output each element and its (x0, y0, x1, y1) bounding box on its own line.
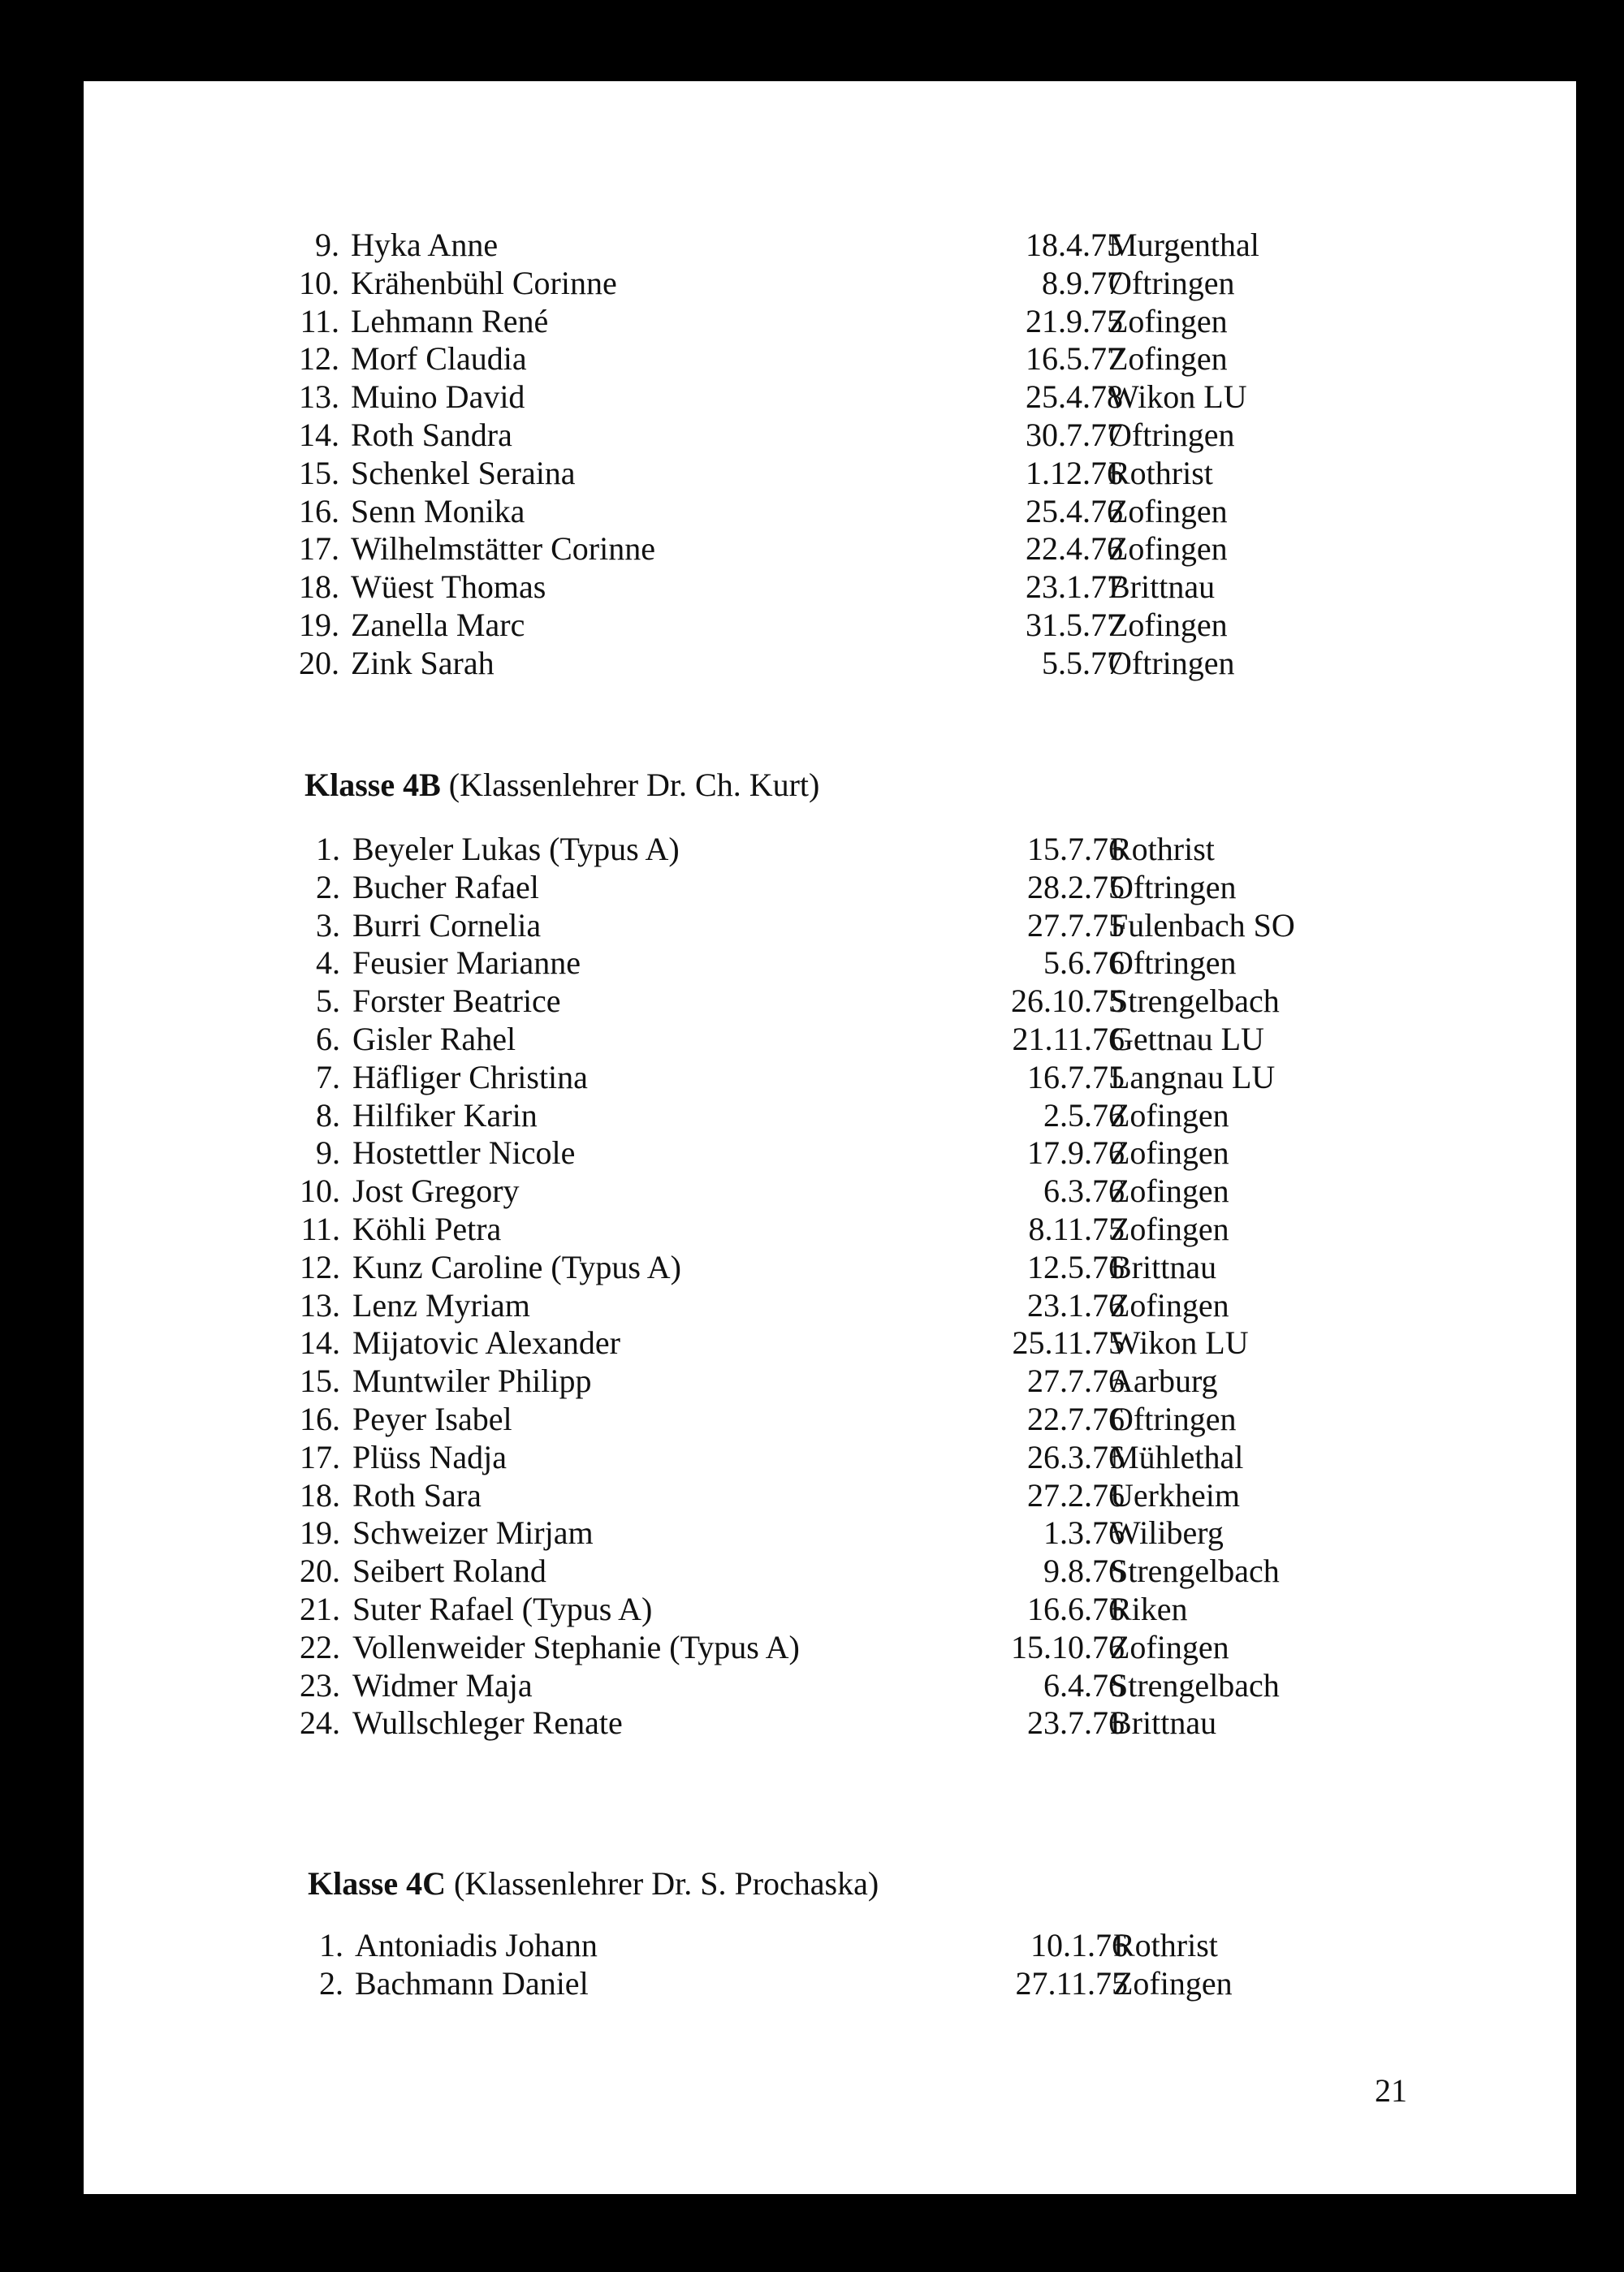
hometown: Oftringen (1108, 264, 1235, 301)
birth-date: 9.8.76 (1043, 1553, 1125, 1590)
table-row (84, 1096, 1576, 1134)
row-number: 22. (300, 1628, 340, 1665)
row-number: 2. (316, 868, 340, 905)
table-row (84, 1248, 1576, 1286)
hometown: Zofingen (1108, 606, 1228, 643)
student-name: Peyer Isabel (352, 1400, 512, 1437)
student-name: Hilfiker Karin (352, 1096, 538, 1134)
row-number: 3. (316, 906, 340, 944)
student-name: Hyka Anne (351, 227, 499, 263)
table-row (84, 1058, 1576, 1096)
hometown: Oftringen (1108, 644, 1235, 681)
table-row (84, 1210, 1576, 1248)
hometown: Langnau LU (1110, 1058, 1276, 1095)
student-name: Forster Beatrice (352, 983, 561, 1020)
page-number: 21 (1375, 2072, 1407, 2109)
row-number: 13. (299, 378, 339, 416)
birth-date: 6.3.76 (1043, 1173, 1125, 1210)
student-name: Lenz Myriam (352, 1286, 530, 1324)
row-number: 16. (299, 492, 339, 529)
student-name: Schweizer Mirjam (352, 1514, 594, 1552)
table-row (84, 1362, 1576, 1400)
birth-date: 5.5.77 (1042, 644, 1123, 681)
table-row (84, 1172, 1576, 1210)
hometown: Zofingen (1110, 1286, 1229, 1324)
birth-date: 23.7.76 (1027, 1704, 1125, 1742)
class-label: Klasse 4B (304, 767, 441, 803)
hometown: Wiliberg (1110, 1514, 1224, 1552)
table-row (84, 568, 1576, 606)
row-number: 10. (299, 264, 339, 301)
birth-date: 26.10.75 (1011, 983, 1125, 1020)
hometown: Oftringen (1110, 868, 1237, 905)
student-name: Gisler Rahel (352, 1020, 516, 1057)
hometown: Strengelbach (1110, 1553, 1280, 1590)
student-name: Häfliger Christina (352, 1058, 588, 1095)
table-row (84, 1628, 1576, 1666)
hometown: Strengelbach (1110, 1666, 1280, 1704)
row-number: 13. (300, 1286, 340, 1324)
hometown: Zofingen (1110, 1210, 1229, 1247)
student-name: Feusier Marianne (352, 944, 581, 982)
table-row (84, 1134, 1576, 1172)
table-row (84, 416, 1576, 454)
table-row (84, 1590, 1576, 1628)
row-number: 15. (299, 454, 339, 491)
row-number: 18. (300, 1476, 340, 1514)
birth-date: 12.5.76 (1027, 1248, 1125, 1285)
hometown: Gettnau LU (1110, 1020, 1264, 1057)
table-row (84, 454, 1576, 492)
student-name: Plüss Nadja (352, 1438, 507, 1475)
row-number: 21. (300, 1590, 340, 1627)
row-number: 12. (300, 1248, 340, 1285)
class-label: Klasse 4C (308, 1865, 446, 1902)
hometown: Zofingen (1110, 1628, 1229, 1665)
hometown: Strengelbach (1110, 983, 1280, 1020)
student-name: Muntwiler Philipp (352, 1363, 592, 1400)
table-row (84, 492, 1576, 530)
student-name: Wüest Thomas (351, 568, 546, 606)
student-name: Muino David (351, 378, 525, 416)
student-name: Schenkel Seraina (351, 454, 576, 491)
birth-date: 16.5.77 (1026, 340, 1123, 378)
student-name: Zink Sarah (351, 644, 495, 681)
student-name: Bachmann Daniel (355, 1964, 589, 2002)
birth-date: 1.3.76 (1043, 1514, 1125, 1552)
table-row (84, 1964, 1576, 2002)
birth-date: 22.4.76 (1026, 530, 1123, 568)
student-name: Krähenbühl Corinne (351, 264, 617, 301)
row-number: 11. (300, 302, 339, 339)
student-name: Bucher Rafael (352, 868, 539, 905)
table-row (84, 868, 1576, 906)
student-name: Senn Monika (351, 492, 525, 529)
row-number: 9. (315, 227, 339, 263)
row-number: 11. (300, 1210, 340, 1247)
hometown: Zofingen (1108, 492, 1228, 529)
table-row (84, 1438, 1576, 1476)
row-number: 14. (300, 1324, 340, 1362)
hometown: Brittnau (1108, 568, 1216, 606)
table-row (84, 644, 1576, 682)
hometown: Rothrist (1113, 1927, 1218, 1963)
birth-date: 28.2.75 (1027, 868, 1125, 905)
birth-date: 15.10.76 (1011, 1628, 1125, 1665)
table-row (84, 1286, 1576, 1324)
hometown: Murgenthal (1108, 227, 1259, 263)
student-name: Lehmann René (351, 302, 549, 339)
student-name: Köhli Petra (352, 1210, 502, 1247)
birth-date: 22.7.76 (1027, 1400, 1125, 1437)
table-row (84, 1552, 1576, 1590)
hometown: Mühlethal (1110, 1438, 1244, 1475)
student-name: Roth Sara (352, 1476, 482, 1514)
hometown: Rothrist (1108, 454, 1213, 491)
birth-date: 27.7.76 (1027, 1363, 1125, 1400)
student-name: Burri Cornelia (352, 906, 542, 944)
student-name: Mijatovic Alexander (352, 1324, 620, 1362)
student-name: Roth Sandra (351, 416, 512, 453)
class-heading-4b (304, 769, 819, 801)
table-row (84, 378, 1576, 416)
table-row (84, 302, 1576, 340)
birth-date: 26.3.76 (1027, 1438, 1125, 1475)
table-row (84, 906, 1576, 944)
row-number: 16. (300, 1400, 340, 1437)
hometown: Wikon LU (1108, 378, 1247, 416)
table-row (84, 264, 1576, 302)
class-heading-4c (308, 1865, 879, 1902)
birth-date: 8.11.75 (1028, 1210, 1125, 1247)
birth-date: 23.1.77 (1026, 568, 1123, 606)
student-name: Wullschleger Renate (352, 1704, 623, 1742)
hometown: Oftringen (1110, 1400, 1237, 1437)
hometown: Aarburg (1110, 1363, 1218, 1400)
row-number: 15. (300, 1363, 340, 1400)
row-number: 8. (316, 1096, 340, 1134)
table-row (84, 944, 1576, 982)
row-number: 17. (299, 530, 339, 568)
hometown: Riken (1110, 1590, 1188, 1627)
table-row (84, 830, 1576, 868)
birth-date: 2.5.76 (1043, 1096, 1125, 1134)
row-number: 12. (299, 340, 339, 378)
row-number: 17. (300, 1438, 340, 1475)
document-page (84, 81, 1576, 2194)
row-number: 10. (300, 1173, 340, 1210)
student-name: Seibert Roland (352, 1553, 546, 1590)
table-row (84, 1324, 1576, 1362)
hometown: Zofingen (1113, 1964, 1233, 2002)
birth-date: 6.4.76 (1043, 1666, 1125, 1704)
table-row (84, 1400, 1576, 1438)
student-name: Morf Claudia (351, 340, 527, 378)
row-number: 24. (300, 1704, 340, 1742)
row-number: 18. (299, 568, 339, 606)
table-row (84, 1476, 1576, 1514)
hometown: Zofingen (1110, 1096, 1229, 1134)
birth-date: 23.1.76 (1027, 1286, 1125, 1324)
birth-date: 17.9.76 (1027, 1134, 1125, 1172)
hometown: Brittnau (1110, 1248, 1217, 1285)
class-teacher: (Klassenlehrer Dr. Ch. Kurt) (440, 767, 820, 803)
hometown: Zofingen (1108, 530, 1228, 568)
hometown: Zofingen (1108, 302, 1228, 339)
student-list-continued (84, 226, 1576, 682)
row-number: 23. (300, 1666, 340, 1704)
table-row (84, 1926, 1576, 1964)
row-number: 19. (300, 1514, 340, 1552)
table-row (84, 529, 1576, 568)
row-number: 9. (316, 1134, 340, 1172)
hometown: Brittnau (1110, 1704, 1217, 1742)
hometown: Oftringen (1108, 416, 1235, 453)
birth-date: 16.7.75 (1027, 1058, 1125, 1095)
birth-date: 31.5.77 (1026, 606, 1123, 643)
birth-date: 10.1.76 (1030, 1927, 1128, 1963)
table-row (84, 1666, 1576, 1704)
row-number: 20. (299, 644, 339, 681)
row-number: 1. (319, 1927, 343, 1963)
hometown: Wikon LU (1110, 1324, 1249, 1362)
birth-date: 25.4.76 (1026, 492, 1123, 529)
student-name: Antoniadis Johann (355, 1927, 598, 1963)
table-row (84, 606, 1576, 644)
row-number: 7. (316, 1058, 340, 1095)
row-number: 14. (299, 416, 339, 453)
class-teacher: (Klassenlehrer Dr. S. Prochaska) (446, 1865, 879, 1902)
birth-date: 1.12.76 (1026, 454, 1123, 491)
birth-date: 5.6.76 (1043, 944, 1125, 982)
student-name: Jost Gregory (352, 1173, 520, 1210)
table-row (84, 226, 1576, 264)
row-number: 19. (299, 606, 339, 643)
table-row (84, 339, 1576, 378)
table-row (84, 1514, 1576, 1552)
row-number: 1. (316, 831, 340, 867)
hometown: Zofingen (1110, 1134, 1229, 1172)
student-name: Widmer Maja (352, 1666, 533, 1704)
hometown: Zofingen (1110, 1173, 1229, 1210)
birth-date: 27.7.75 (1027, 906, 1125, 944)
birth-date: 30.7.77 (1026, 416, 1123, 453)
birth-date: 18.4.75 (1026, 227, 1123, 263)
birth-date: 21.11.76 (1012, 1020, 1125, 1057)
student-list-4c (84, 1926, 1576, 2002)
student-list-4b (84, 830, 1576, 1742)
row-number: 6. (316, 1020, 340, 1057)
hometown: Oftringen (1110, 944, 1237, 982)
hometown: Fulenbach SO (1110, 906, 1295, 944)
row-number: 2. (319, 1964, 343, 2002)
row-number: 4. (316, 944, 340, 982)
birth-date: 25.4.78 (1026, 378, 1123, 416)
birth-date: 21.9.75 (1026, 302, 1123, 339)
table-row (84, 1020, 1576, 1058)
row-number: 5. (316, 983, 340, 1020)
birth-date: 15.7.76 (1027, 831, 1125, 867)
birth-date: 16.6.76 (1027, 1590, 1125, 1627)
student-name: Vollenweider Stephanie (Typus A) (352, 1628, 800, 1665)
student-name: Kunz Caroline (Typus A) (352, 1248, 681, 1285)
hometown: Rothrist (1110, 831, 1215, 867)
table-row (84, 982, 1576, 1020)
birth-date: 8.9.77 (1042, 264, 1123, 301)
student-name: Hostettler Nicole (352, 1134, 576, 1172)
birth-date: 25.11.75 (1012, 1324, 1125, 1362)
row-number: 20. (300, 1553, 340, 1590)
student-name: Zanella Marc (351, 606, 525, 643)
student-name: Wilhelmstätter Corinne (351, 530, 655, 568)
hometown: Uerkheim (1110, 1476, 1240, 1514)
birth-date: 27.2.76 (1027, 1476, 1125, 1514)
birth-date: 27.11.75 (1015, 1964, 1128, 2002)
student-name: Suter Rafael (Typus A) (352, 1590, 653, 1627)
hometown: Zofingen (1108, 340, 1228, 378)
table-row (84, 1704, 1576, 1742)
student-name: Beyeler Lukas (Typus A) (352, 831, 680, 867)
